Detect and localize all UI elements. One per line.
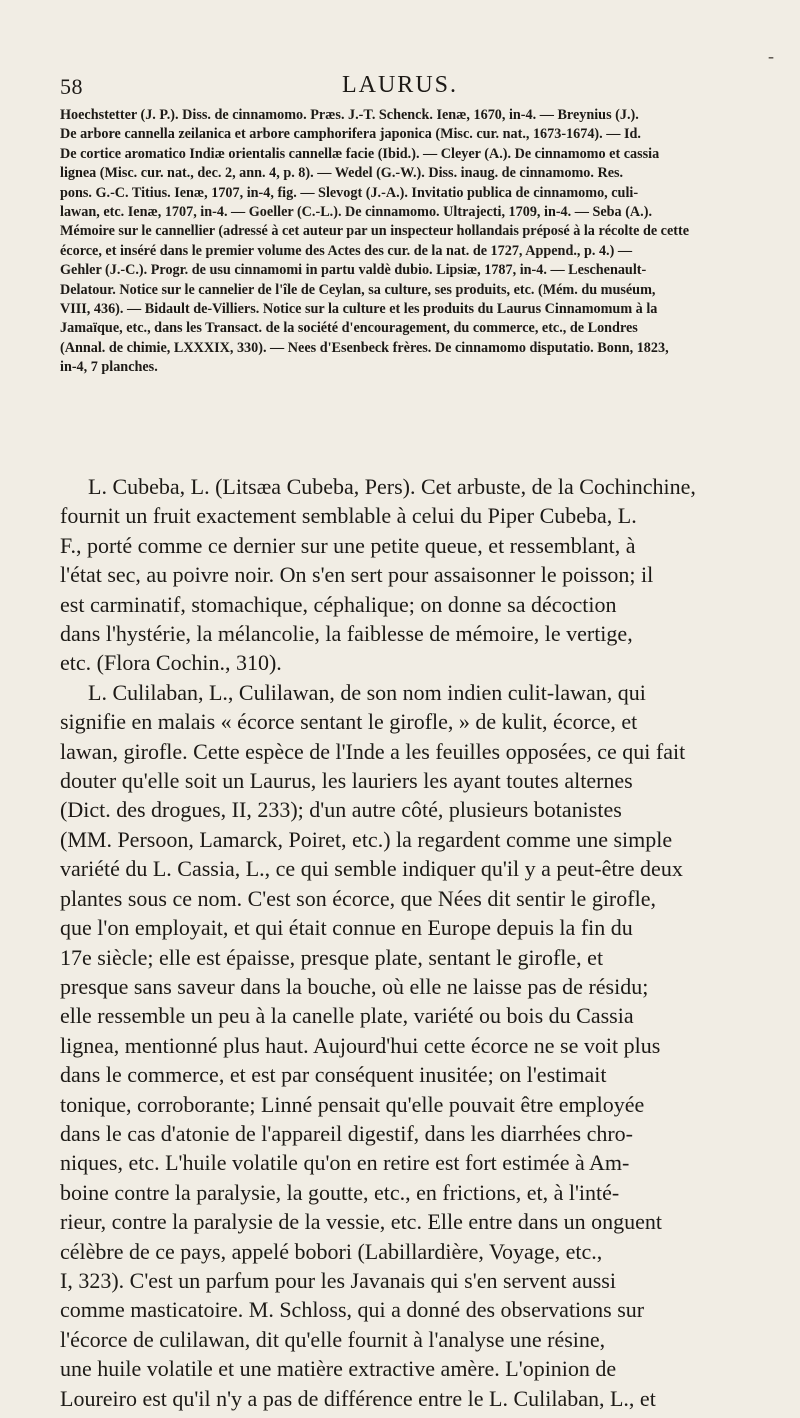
- text-line: signifie en malais « écorce sentant le girofle, » de kulit, écorce, et: [60, 709, 638, 735]
- bibliography-line: VIII, 436). — Bidault de-Villiers. Notice sur la culture et les produits du Laurus Cinnamomum à la: [60, 301, 658, 318]
- text-line: (Dict. des drogues, II, 233); d'un autre côté, plusieurs botanistes: [60, 797, 622, 823]
- text-line: boine contre la paralysie, la goutte, etc., en frictions, et, à l'inté-: [60, 1179, 620, 1205]
- paragraph-culilaban: [60, 678, 785, 1413]
- text-line: plantes sous ce nom. C'est son écorce, que Nées dit sentir le girofle,: [60, 885, 656, 911]
- text-line: une huile volatile et une matière extractive amère. L'opinion de: [60, 1356, 617, 1382]
- paragraph-cubeba: [60, 472, 785, 678]
- text-line: lawan, girofle. Cette espèce de l'Inde a les feuilles opposées, ce qui fait: [60, 738, 686, 764]
- text-line: l'écorce de culilawan, dit qu'elle fournit à l'analyse une résine,: [60, 1326, 606, 1352]
- text-line: rieur, contre la paralysie de la vessie, etc. Elle entre dans un onguent: [60, 1209, 663, 1235]
- bibliography-block: [60, 106, 785, 378]
- bibliography-line: in-4, 7 planches.: [60, 359, 158, 376]
- text-line: I, 323). C'est un parfum pour les Javanais qui s'en servent aussi: [60, 1267, 616, 1293]
- bibliography-line: Delatour. Notice sur le cannelier de l'île de Ceylan, sa culture, ses produits, etc. (Mém. du muséum,: [60, 281, 656, 298]
- text-line: est carminatif, stomachique, céphalique; on donne sa décoction: [60, 591, 617, 617]
- text-line: Loureiro est qu'il n'y a pas de différence entre le L. Culilaban, L., et: [60, 1385, 656, 1411]
- text-line: que l'on employait, et qui était connue en Europe depuis la fin du: [60, 915, 633, 941]
- text-line: tonique, corroborante; Linné pensait qu'elle pouvait être employée: [60, 1091, 645, 1117]
- text-line: célèbre de ce pays, appelé bobori (Labillardière, Voyage, etc.,: [60, 1238, 603, 1264]
- bibliography-line: De arbore cannella zeilanica et arbore camphorifera japonica (Misc. cur. nat., 1673-1674). — Id.: [60, 126, 641, 143]
- page-number: 58: [60, 74, 83, 99]
- bibliography-line: Gehler (J.-C.). Progr. de usu cinnamomi in partu valdè dubio. Lipsiæ, 1787, in-4. — Leschenault-: [60, 262, 647, 279]
- bibliography-line: Hoechstetter (J. P.). Diss. de cinnamomo. Præs. J.-T. Schenck. Ienæ, 1670, in-4. — Breynius (J.).: [60, 107, 639, 123]
- bibliography-line: lawan, etc. Ienæ, 1707, in-4. — Goeller (C.-L.). De cinnamomo. Ultrajecti, 1709, in-4. — Seba (A.).: [60, 204, 652, 221]
- text-line: dans le commerce, et est par conséquent inusitée; on l'estimait: [60, 1062, 607, 1088]
- margin-mark: -: [768, 46, 774, 66]
- text-line: F., porté comme ce dernier sur une petite queue, et ressemblant, à: [60, 532, 636, 558]
- bibliography-line: (Annal. de chimie, LXXXIX, 330). — Nees d'Esenbeck frères. De cinnamomo disputatio. Bonn, 1823,: [60, 339, 669, 356]
- text-line: comme masticatoire. M. Schloss, qui a donné des observations sur: [60, 1297, 645, 1323]
- text-line: L. Cubeba, L. (Litsæa Cubeba, Pers). Cet arbuste, de la Cochinchine,: [88, 474, 696, 499]
- text-line: (MM. Persoon, Lamarck, Poiret, etc.) la regardent comme une simple: [60, 826, 673, 852]
- bibliography-line: pons. G.-C. Titius. Ienæ, 1707, in-4, fig. — Slevogt (J.-A.). Invitatio publica de cinnamomo, culi-: [60, 184, 639, 201]
- text-line: variété du L. Cassia, L., ce qui semble indiquer qu'il y a peut-être deux: [60, 856, 683, 882]
- bibliography-line: lignea (Misc. cur. nat., dec. 2, ann. 4, p. 8). — Wedel (G.-W.). Diss. inaug. de cinnamomo. Res.: [60, 165, 624, 182]
- text-line: l'état sec, au poivre noir. On s'en sert pour assaisonner le poisson; il: [60, 562, 654, 588]
- bibliography-line: De cortice aromatico Indiæ orientalis cannellæ facie (Ibid.). — Cleyer (A.). De cinnamomo et cassia: [60, 145, 660, 162]
- text-line: niques, etc. L'huile volatile qu'on en retire est fort estimée à Am-: [60, 1150, 630, 1176]
- text-line: elle ressemble un peu à la canelle plate, variété ou bois du Cassia: [60, 1003, 634, 1029]
- text-line: etc. (Flora Cochin., 310).: [60, 650, 282, 676]
- text-line: L. Culilaban, L., Culilawan, de son nom indien culit-lawan, qui: [88, 679, 646, 705]
- text-line: fournit un fruit exactement semblable à celui du Piper Cubeba, L.: [60, 503, 637, 529]
- text-line: douter qu'elle soit un Laurus, les lauriers les ayant toutes alternes: [60, 768, 633, 794]
- bibliography-line: Mémoire sur le cannellier (adressé à cet auteur par un inspecteur hollandais préposé à la récolte de cette: [60, 223, 690, 240]
- bibliography-line: Jamaïque, etc., dans les Transact. de la société d'encouragement, du commerce, etc., de Londres: [60, 320, 638, 337]
- text-line: presque sans saveur dans la bouche, où elle ne laisse pas de résidu;: [60, 973, 649, 999]
- running-title: LAURUS.: [341, 72, 458, 98]
- text-line: 17e siècle; elle est épaisse, presque plate, sentant le girofle, et: [60, 944, 604, 970]
- main-text: [60, 472, 785, 1413]
- text-line: dans l'hystérie, la mélancolie, la faiblesse de mémoire, le vertige,: [60, 621, 633, 647]
- bibliography-line: écorce, et inséré dans le premier volume des Actes des cur. de la nat. de 1727, Append., p. 4.) —: [60, 242, 633, 259]
- text-line: dans le cas d'atonie de l'appareil digestif, dans les diarrhées chro-: [60, 1120, 633, 1146]
- text-line: lignea, mentionné plus haut. Aujourd'hui cette écorce ne se voit plus: [60, 1032, 661, 1058]
